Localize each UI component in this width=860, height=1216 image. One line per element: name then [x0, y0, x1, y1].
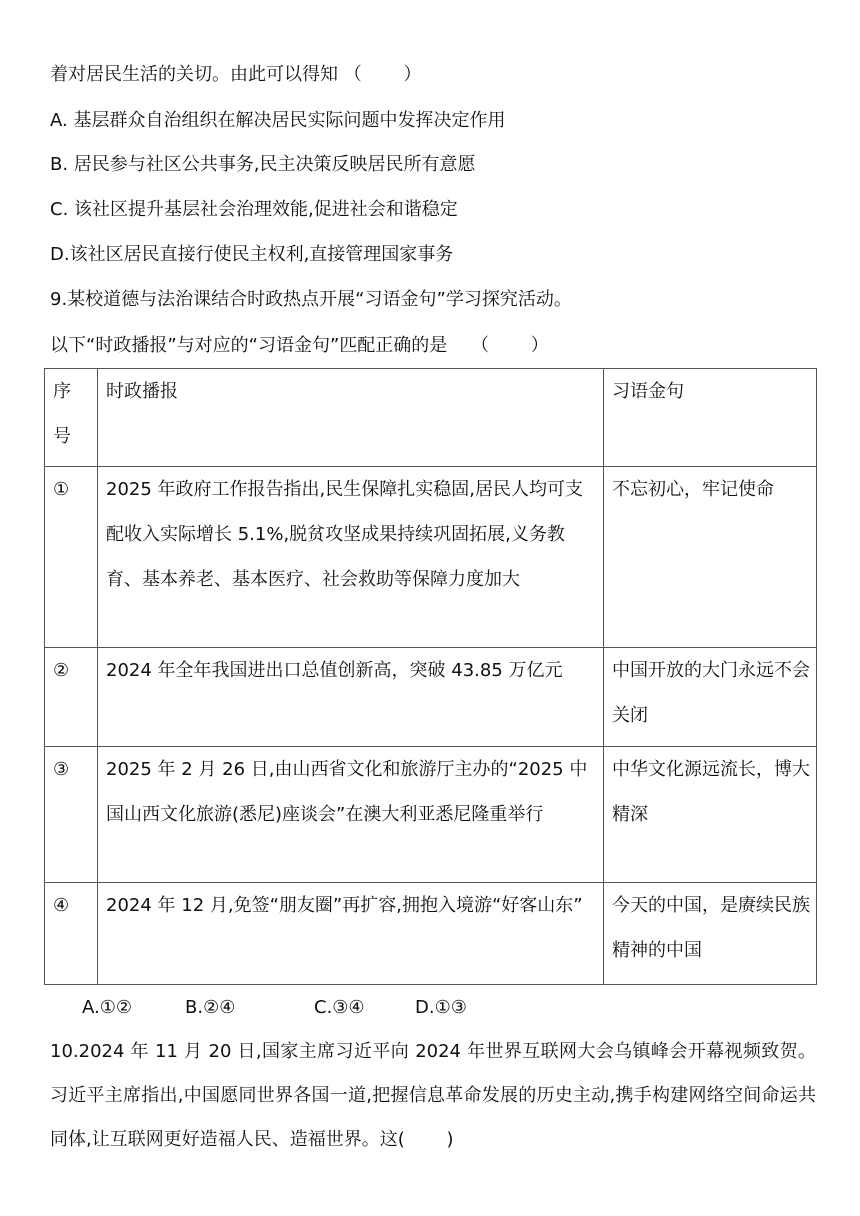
header-seq: 序号: [45, 369, 98, 467]
table-row: [45, 467, 817, 648]
row-news: 2024 年全年我国进出口总值创新高，突破 43.85 万亿元: [98, 648, 604, 747]
row-quote: 中华文化源远流长，博大精深: [604, 747, 817, 883]
q9-stem-line1: 9.某校道德与法治课结合时政热点开展“习语金句”学习探究活动。: [50, 289, 572, 310]
row-quote: 不忘初心，牢记使命: [604, 467, 817, 648]
header-news: 时政播报: [98, 369, 604, 467]
q8-option-c: C. 该社区提升基层社会治理效能,促进社会和谐稳定: [50, 199, 458, 220]
q8-option-a: A. 基层群众自治组织在解决居民实际问题中发挥决定作用: [50, 110, 506, 131]
row-news: 2025 年政府工作报告指出,民生保障扎实稳固,居民人均可支配收入实际增长 5.1%,脱贫攻坚成果持续巩固拓展,义务教育、基本养老、基本医疗、社会救助等保障力度加大: [98, 467, 604, 648]
row-news: 2025 年 2 月 26 日,由山西省文化和旅游厅主办的“2025 中国山西文化旅游(悉尼)座谈会”在澳大利亚悉尼隆重举行: [98, 747, 604, 883]
row-seq: ②: [45, 648, 98, 747]
row-quote: 中国开放的大门永远不会关闭: [604, 648, 817, 747]
q9-option-d: D.①③: [415, 997, 467, 1018]
header-quote: 习语金句: [604, 369, 817, 467]
table-row: [45, 883, 817, 985]
q9-option-b: B.②④: [185, 997, 236, 1018]
q10-stem: 10.2024 年 11 月 20 日,国家主席习近平向 2024 年世界互联网大会乌镇峰会开幕视频致贺。习近平主席指出,中国愿同世界各国一道,把握信息革命发展的历史主动,携手构建网络空间命运共同体,让互联网更好造福人民、造福世界。这( ): [50, 1041, 816, 1150]
table-header-row: [45, 369, 817, 467]
q9-option-c: C.③④: [314, 997, 365, 1018]
q8-option-b: B. 居民参与社区公共事务,民主决策反映居民所有意愿: [50, 154, 476, 175]
table-row: [45, 747, 817, 883]
table-row: [45, 648, 817, 747]
q9-stem-line2: 以下“时政播报”与对应的“习语金句”匹配正确的是 （ ）: [50, 335, 549, 356]
q8-option-d: D.该社区居民直接行使民主权利,直接管理国家事务: [50, 244, 454, 265]
q9-option-a: A.①②: [82, 997, 132, 1018]
row-seq: ①: [45, 467, 98, 648]
row-news: 2024 年 12 月,免签“朋友圈”再扩容,拥抱入境游“好客山东”: [98, 883, 604, 985]
row-quote: 今天的中国，是赓续民族精神的中国: [604, 883, 817, 985]
row-seq: ③: [45, 747, 98, 883]
q9-table: [44, 368, 817, 985]
row-seq: ④: [45, 883, 98, 985]
q8-stem-tail: 着对居民生活的关切。由此可以得知 （ ）: [50, 64, 422, 85]
